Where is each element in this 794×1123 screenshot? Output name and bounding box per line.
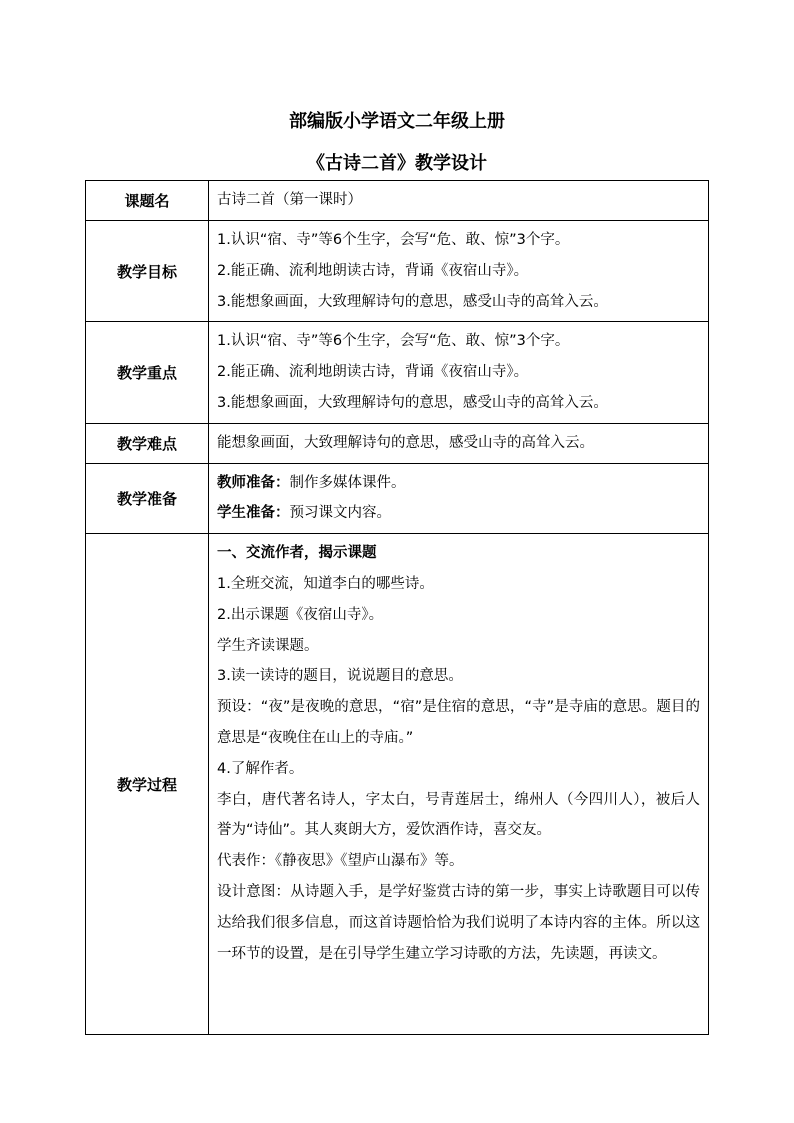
row-preparation xyxy=(86,463,709,534)
teacher-prep-key: 教师准备： xyxy=(217,474,290,491)
row-process xyxy=(86,534,709,1035)
value-difficulty: 能想象画面，大致理解诗句的意思，感受山寺的高耸入云。 xyxy=(209,423,709,463)
process-line: 1.全班交流，知道李白的哪些诗。 xyxy=(217,575,434,592)
row-key-points xyxy=(86,322,709,423)
value-goals xyxy=(209,221,709,322)
label-preparation: 教学准备 xyxy=(86,463,209,534)
goal-item: 3.能想象画面，大致理解诗句的意思，感受山寺的高耸入云。 xyxy=(217,293,608,310)
student-prep-value: 预习课文内容。 xyxy=(289,505,391,522)
label-key-points: 教学重点 xyxy=(86,322,209,423)
key-point-item: 2.能正确、流利地朗读古诗，背诵《夜宿山寺》。 xyxy=(217,364,529,381)
teacher-prep-value: 制作多媒体课件。 xyxy=(289,474,406,491)
process-line: 3.读一读诗的题目，说说题目的意思。 xyxy=(217,668,463,685)
process-heading: 一、交流作者，揭示课题 xyxy=(217,545,377,562)
label-topic: 课题名 xyxy=(86,181,209,221)
author-works: 代表作：《静夜思》《望庐山瀑布》等。 xyxy=(217,853,464,870)
goal-item: 2.能正确、流利地朗读古诗，背诵《夜宿山寺》。 xyxy=(217,262,529,279)
value-process xyxy=(209,534,709,1035)
process-line: 2.出示课题《夜宿山寺》。 xyxy=(217,606,384,623)
student-prep xyxy=(217,498,700,529)
blank-space xyxy=(217,969,700,999)
lesson-plan-table xyxy=(85,180,709,1035)
value-topic: 古诗二首（第一课时） xyxy=(209,181,709,221)
label-goals: 教学目标 xyxy=(86,221,209,322)
goal-item: 1.认识“宿、寺”等6个生字，会写“危、敢、惊”3个字。 xyxy=(217,232,570,248)
author-bio: 李白，唐代著名诗人，字太白，号青莲居士，绵州人（今四川人），被后人誉为“诗仙”。其人爽朗大方，爱饮酒作诗，喜交友。 xyxy=(217,791,700,839)
key-point-item: 1.认识“宿、寺”等6个生字，会写“危、敢、惊”3个字。 xyxy=(217,333,570,350)
key-point-item: 3.能想象画面，大致理解诗句的意思，感受山寺的高耸入云。 xyxy=(217,394,608,411)
row-goals xyxy=(86,221,709,322)
document-title: 部编版小学语文二年级上册 xyxy=(289,111,505,132)
label-process: 教学过程 xyxy=(86,534,209,1035)
document-subtitle: 《古诗二首》教学设计 xyxy=(307,153,487,174)
row-topic xyxy=(86,181,709,221)
teacher-prep xyxy=(217,468,700,499)
value-key-points xyxy=(209,322,709,423)
design-intent: 设计意图：从诗题入手，是学好鉴赏古诗的第一步，事实上诗歌题目可以传达给我们很多信息，而这首诗题恰恰为我们说明了本诗内容的主体。所以这一环节的设置，是在引导学生建立学习诗歌的方法，先读题，再读文。 xyxy=(217,883,700,962)
student-prep-key: 学生准备： xyxy=(217,505,290,522)
row-difficulty xyxy=(86,423,709,463)
label-difficulty: 教学难点 xyxy=(86,423,209,463)
process-preset: 预设：“夜”是夜晚的意思，“宿”是住宿的意思，“寺”是寺庙的意思。题目的意思是“夜晚住在山上的寺庙。” xyxy=(217,699,700,746)
author-heading: 4.了解作者。 xyxy=(217,760,304,777)
value-preparation xyxy=(209,463,709,534)
process-line: 学生齐读课题。 xyxy=(217,637,319,654)
